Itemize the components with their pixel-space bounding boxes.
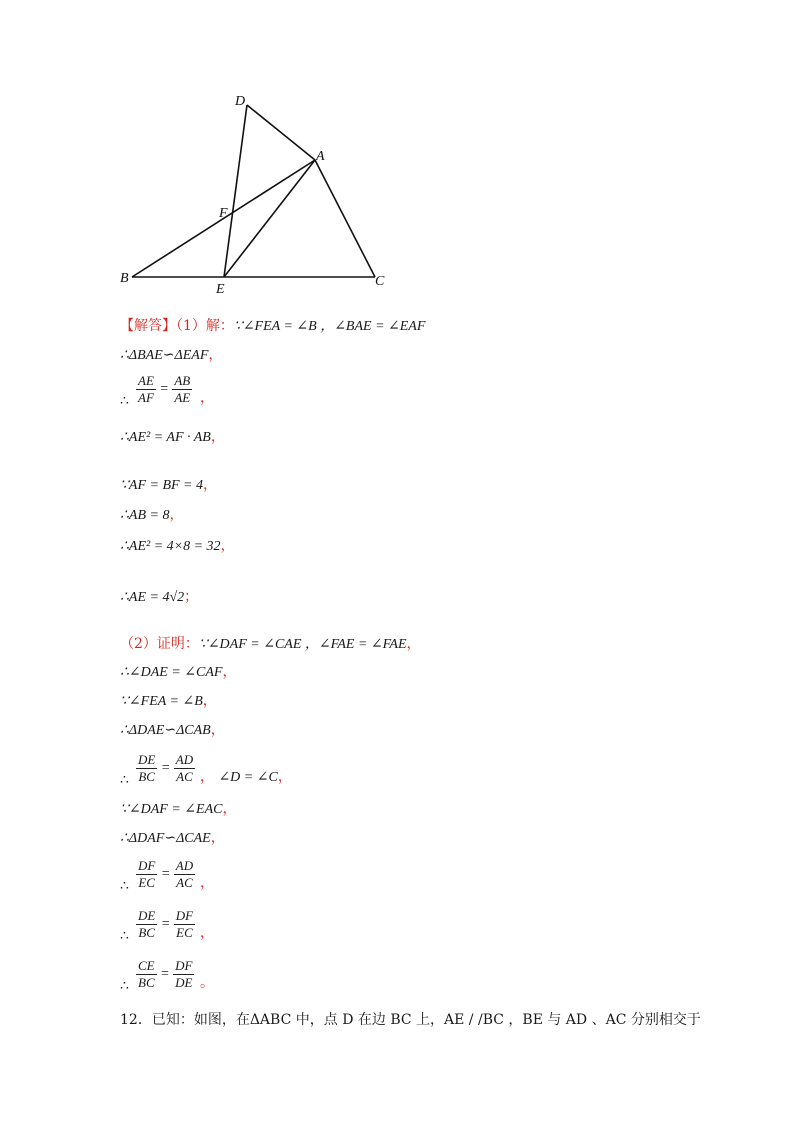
part2-line5-fractions: $\frac{DE}{BC}$ = $\frac{AD}{AC}$ [138,752,194,784]
comma: ， [406,636,421,652]
label-d: D [235,94,246,109]
part2-line2: ∴∠DAE = ∠CAF [120,665,223,680]
therefore-symbol: ∴ [120,928,129,944]
part2-line4-row [120,718,225,742]
therefore-symbol: ∴ [120,393,129,409]
label-c: C [375,274,385,289]
part2-line3-row [120,689,217,713]
part1-number: （1）解： [176,318,234,334]
frac-num: AD [175,858,194,873]
frac-den: AC [176,769,193,784]
part2-line6-row [120,797,236,821]
problem-12-text: 12．已知：如图，在ΔABC 中，点 D 在边 BC 上，AE / /BC ，BE 与 AD 、AC 分别相交于 [120,1012,701,1028]
comma: ， [210,830,225,846]
comma: ， [169,507,184,523]
part1-line7-row [120,534,235,558]
comma: ， [210,429,225,445]
geometry-figure [110,85,410,300]
part1-line2-row [120,343,222,367]
label-a: A [316,149,325,164]
comma: ， [200,875,214,891]
frac-num: DE [138,752,156,767]
label-e: E [216,282,225,297]
frac-den: AC [176,875,193,890]
part1-line6-row [120,503,183,527]
part2-line7-row [120,826,225,850]
part1-line8: ∴AE = 4√2 [120,590,185,605]
part2-line7: ∴ΔDAF∽ΔCAE [120,831,211,846]
frac-den: DE [175,975,193,990]
label-b: B [120,271,129,286]
frac-num: DF [175,908,194,923]
frac-den: BC [138,769,155,784]
part2-line6: ∵∠DAF = ∠EAC [120,802,223,817]
comma: ， [208,347,223,363]
part1-line7: ∴AE² = 4×8 = 32 [120,539,221,554]
segment-da [247,105,315,160]
part1-line5: ∵AF = BF = 4 [120,478,204,493]
therefore-symbol: ∴ [120,978,129,994]
part2-line5-extra: ∠D = ∠C [218,770,278,785]
part1-line1: ∵∠FEA = ∠B ，∠BAE = ∠EAF [233,319,426,334]
comma: ， [277,769,292,785]
frac-den: BC [138,925,155,940]
part1-line5-row [120,473,217,497]
part1-line6: ∴AB = 8 [120,508,170,523]
period: 。 [200,975,214,991]
therefore-symbol: ∴ [120,772,129,788]
comma: ， [222,664,237,680]
comma: ， [200,390,214,406]
comma: ， [220,538,235,554]
frac-num: DE [138,908,156,923]
comma: ， [200,925,214,941]
part1-line4-row [120,425,225,449]
part2-line8-fractions: $\frac{DF}{EC}$ = $\frac{AD}{AC}$ [138,858,194,890]
comma: ， [203,477,218,493]
part1-header-line [120,314,425,338]
part2-line1: ∵∠DAF = ∠CAE ，∠FAE = ∠FAE [198,637,407,652]
frac-den: BC [138,975,155,990]
frac-den: EC [138,875,155,890]
frac-num: CE [138,958,155,973]
part1-line8-row [120,585,198,609]
part2-line9-fractions: $\frac{DE}{BC}$ = $\frac{DF}{EC}$ [138,908,194,940]
part1-line4: ∴AE² = AF · AB [120,430,211,445]
comma: ， [210,722,225,738]
part1-line3-fractions: $\frac{AE}{AF}$ = $\frac{AB}{AE}$ [138,373,191,405]
frac-num: AD [175,752,194,767]
part1-line2: ∴ΔBAE∽ΔEAF [120,348,209,363]
semicolon: ； [184,589,199,605]
therefore-symbol: ∴ [120,878,129,894]
answer-tag: 【解答】 [120,318,176,334]
segment-ac [315,160,375,277]
frac-num: DF [175,958,193,973]
frac-den: AE [174,390,191,405]
label-f: F [219,206,228,221]
frac-num: AE [138,373,154,388]
frac-num: DF [138,858,156,873]
part2-line4: ∴ΔDAE∽ΔCAB [120,723,211,738]
part2-line10-fractions: $\frac{CE}{BC}$ = $\frac{DF}{DE}$ [138,958,193,990]
comma: ， [222,801,237,817]
problem-12 [120,1008,701,1032]
frac-den: AF [138,390,154,405]
part2-line3: ∵∠FEA = ∠B [120,694,203,709]
frac-num: AB [174,373,191,388]
comma: ， [202,693,217,709]
part2-header: （2）证明： [120,636,199,652]
frac-den: EC [176,925,193,940]
part2-line2-row [120,660,236,684]
comma: ， [200,769,214,785]
part2-header-line [120,632,421,656]
